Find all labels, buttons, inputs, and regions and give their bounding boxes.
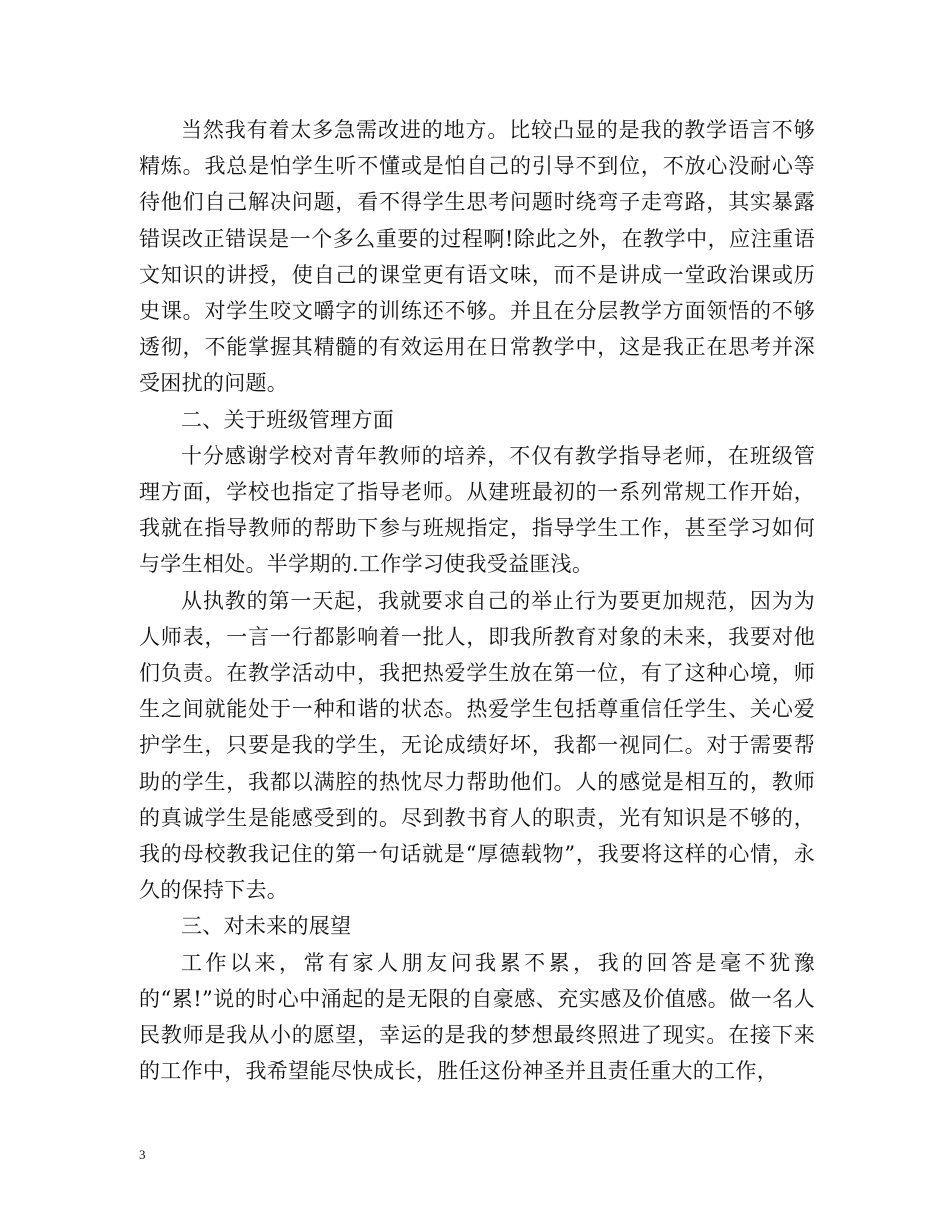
paragraph-teaching-ethics: 从执教的第一天起，我就要求自己的举止行为要更加规范，因为为人师表，一言一行都影响着一批人，即我所教育对象的未来，我要对他们负责。在教学活动中，我把热爱学生放在第一位，有了这种心境，师生之间就能处于一种和谐的状态。热爱学生包括尊重信任学生、关心爱护学生，只要是我的学生，无论成绩好坏，我都一视同仁。对于需要帮助的学生，我都以满腔的热忱尽力帮助他们。人的感觉是相互的，教师的真诚学生是能感受到的。尽到教书育人的职责，光有知识是不够的，我的母校教我记住的第一句话就是“厚德载物”，我要将这样的心情，永久的保持下去。 — [139, 588, 815, 903]
paragraph-improvements: 当然我有着太多急需改进的地方。比较凸显的是我的教学语言不够精炼。我总是怕学生听不懂或是怕自己的引导不到位，不放心没耐心等待他们自己解决问题，看不得学生思考问题时绕弯子走弯路，其实暴露错误改正错误是一个多么重要的过程啊!除此之外，在教学中，应注重语文知识的讲授，使自己的课堂更有语文味，而不是讲成一堂政治课或历史课。对学生咬文嚼字的训练还不够。并且在分层教学方面领悟的不够透彻，不能掌握其精髓的有效运用在日常教学中，这是我正在思考并深受困扰的问题。 — [139, 118, 815, 396]
body-text — [139, 112, 815, 1089]
page-number: 3 — [139, 1147, 146, 1162]
section-heading-class-management: 二、关于班级管理方面 — [181, 407, 394, 432]
paragraph-future-work: 工作以来，常有家人朋友问我累不累，我的回答是毫不犹豫的“累!”说的时心中涌起的是无限的自豪感、充实感及价值感。做一名人民教师是我从小的愿望，幸运的是我的梦想最终照进了现实。在接下来的工作中，我希望能尽快成长，胜任这份神圣并且责任重大的工作， — [139, 950, 815, 1084]
section-heading-future-outlook: 三、对未来的展望 — [181, 914, 352, 939]
paragraph-gratitude: 十分感谢学校对青年教师的培养，不仅有教学指导老师，在班级管理方面，学校也指定了指导老师。从建班最初的一系列常规工作开始，我就在指导教师的帮助下参与班规指定，指导学生工作，甚至学习如何与学生相处。半学期的.工作学习使我受益匪浅。 — [139, 443, 815, 577]
